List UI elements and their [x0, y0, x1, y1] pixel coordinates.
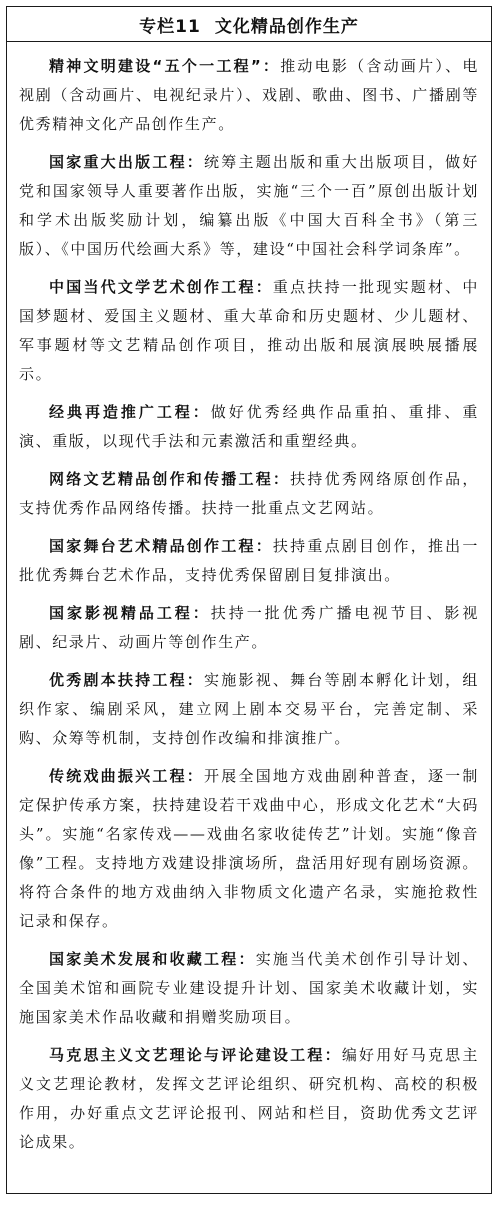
- project-name: 传统戏曲振兴工程：: [49, 767, 205, 785]
- project-name: 优秀剧本扶持工程：: [49, 671, 205, 689]
- project-description: 做好优秀经典作品重拍、重排、重演、重版，以现代手法和元素激活和重塑经典。: [19, 403, 479, 450]
- project-name: 中国当代文学艺术创作工程：: [49, 278, 273, 296]
- project-description: 扶持重点剧目创作，推出一批优秀舞台艺术作品，支持优秀保留剧目复排演出。: [19, 537, 479, 584]
- project-item: [19, 599, 479, 657]
- column-title-bar: [7, 7, 491, 42]
- project-name: 马克思主义文艺理论与评论建设工程：: [49, 1046, 342, 1064]
- project-item: [19, 762, 479, 936]
- project-description: 实施当代美术创作引导计划、全国美术馆和画院专业建设提升计划、国家美术收藏计划，实施国家美术作品收藏和捐赠奖励项目。: [19, 950, 479, 1026]
- project-description: 重点扶持一批现实题材、中国梦题材、爱国主义题材、重大革命和历史题材、少儿题材、军事题材等文艺精品创作项目，推动出版和展演展映展播展示。: [19, 278, 479, 383]
- project-item: [19, 52, 479, 139]
- project-item: [19, 148, 479, 264]
- project-item: [19, 666, 479, 753]
- project-item: [19, 945, 479, 1032]
- project-item: [19, 465, 479, 523]
- project-description: 编好用好马克思主义文艺理论教材，发挥文艺评论组织、研究机构、高校的积极作用，办好重点文艺评论报刊、网站和栏目，资助优秀文艺评论成果。: [19, 1046, 479, 1151]
- project-name: 网络文艺精品创作和传播工程：: [49, 470, 291, 488]
- column-content: [7, 42, 491, 1157]
- project-description: 统筹主题出版和重大出版项目，做好党和国家领导人重要著作出版，实施“三个一百”原创出版计划和学术出版奖励计划，编纂出版《中国大百科全书》（第三版）、《中国历代绘画大系》等，建设“中国社会科学词条库”。: [19, 153, 479, 258]
- project-name: 经典再造推广工程：: [49, 403, 211, 421]
- project-description: 扶持一批优秀广播电视节目、影视剧、纪录片、动画片等创作生产。: [19, 604, 479, 651]
- project-name: 国家舞台艺术精品创作工程：: [49, 537, 273, 555]
- project-name: 精神文明建设“五个一工程”：: [49, 57, 281, 75]
- project-item: [19, 273, 479, 389]
- project-description: 推动电影（含动画片）、电视剧（含动画片、电视纪录片）、戏剧、歌曲、图书、广播剧等优秀精神文化产品创作生产。: [19, 57, 480, 133]
- project-name: 国家重大出版工程：: [49, 153, 205, 171]
- column-label: 专栏11: [139, 16, 201, 37]
- project-item: [19, 398, 479, 456]
- column-box: [6, 6, 492, 1194]
- project-item: [19, 532, 479, 590]
- project-description: 开展全国地方戏曲剧种普查，逐一制定保护传承方案，扶持建设若干戏曲中心，形成文化艺术“大码头”。实施“名家传戏——戏曲名家收徒传艺”计划。实施“像音像”工程。支持地方戏建设排演场所，盘活用好现有剧场资源。将符合条件的地方戏曲纳入非物质文化遗产名录，实施抢救性记录和保存。: [19, 767, 479, 930]
- project-description: 扶持优秀网络原创作品，支持优秀作品网络传播。扶持一批重点文艺网站。: [19, 470, 480, 517]
- project-name: 国家美术发展和收藏工程：: [49, 950, 256, 968]
- column-title: 文化精品创作生产: [214, 16, 359, 37]
- project-name: 国家影视精品工程：: [49, 604, 211, 622]
- project-description: 实施影视、舞台等剧本孵化计划，组织作家、编剧采风，建立网上剧本交易平台，完善定制、采购、众筹等机制，支持创作改编和排演推广。: [19, 671, 479, 747]
- project-item: [19, 1041, 479, 1157]
